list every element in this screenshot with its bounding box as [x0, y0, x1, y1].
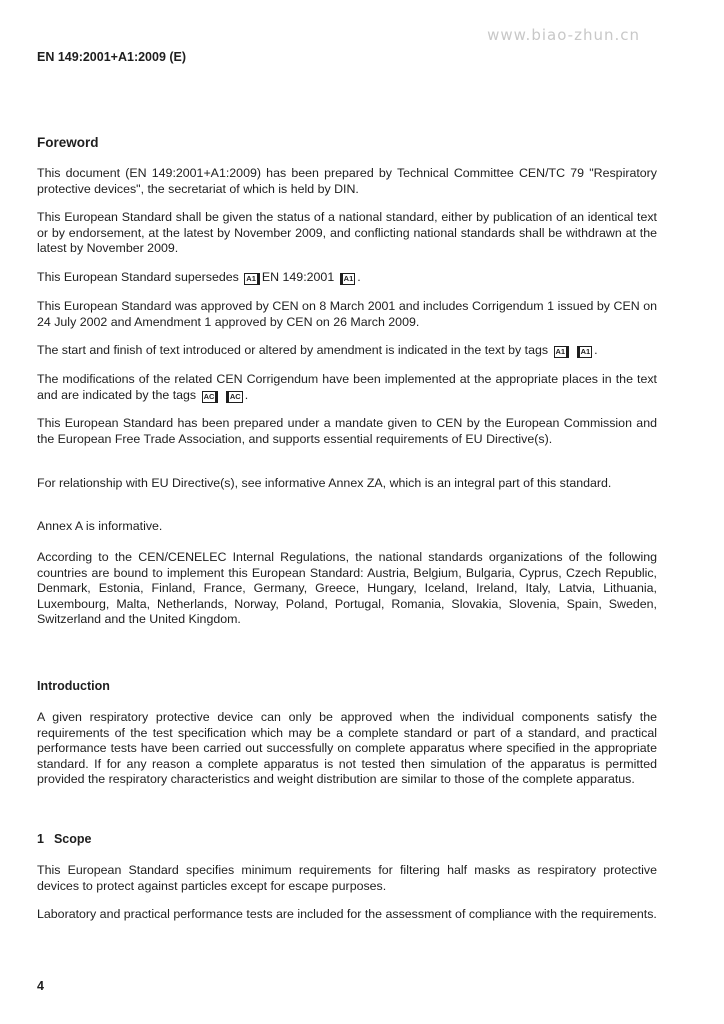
- foreword-paragraph-4: This European Standard was approved by CEN on 8 March 2001 and includes Corrigendum 1 issued by CEN on 24 July 2002 and Amendment 1 approved by CEN on 26 March 2009.: [37, 299, 657, 329]
- amendment-start-tag: A1: [244, 273, 260, 285]
- foreword-paragraph-8: For relationship with EU Directive(s), see informative Annex ZA, which is an integral part of this standard.: [37, 476, 612, 490]
- scope-title: Scope: [53, 832, 92, 846]
- superseded-reference: EN 149:2001: [261, 270, 335, 284]
- watermark: www.biao-zhun.cn: [487, 26, 640, 44]
- introduction-heading: Introduction: [37, 679, 110, 693]
- corrigendum-start-tag: AC: [202, 391, 219, 403]
- supersedes-text: This European Standard supersedes: [37, 270, 239, 284]
- foreword-paragraph-1: This document (EN 149:2001+A1:2009) has been prepared by Technical Committee CEN/TC 79 "Respiratory protective devices", the secretariat of which is held by DIN.: [37, 166, 657, 196]
- foreword-paragraph-3: This European Standard supersedes A1 EN 149:2001 A1 .: [37, 270, 361, 284]
- document-identifier: EN 149:2001+A1:2009 (E): [37, 50, 187, 64]
- scope-heading: [37, 832, 91, 846]
- foreword-paragraph-9: Annex A is informative.: [37, 519, 163, 533]
- page-number: 4: [37, 979, 44, 993]
- amendment-end-tag: A1: [577, 346, 593, 358]
- amendment-tags-text: The start and finish of text introduced or altered by amendment is indicated in the text by tags: [37, 343, 549, 357]
- scope-number: 1: [37, 832, 44, 846]
- amendment-end-tag: A1: [340, 273, 356, 285]
- corrigendum-end-tag: AC: [226, 391, 243, 403]
- scope-paragraph-2: Laboratory and practical performance tests are included for the assessment of compliance with the requirements.: [37, 907, 657, 921]
- corrigendum-tags-text: The modifications of the related CEN Corrigendum have been implemented at the appropriate places in the text and are indicated by the tags: [37, 372, 657, 402]
- scope-paragraph-1: This European Standard specifies minimum requirements for filtering half masks as respiratory protective devices to protect against particles except for escape purposes.: [37, 863, 657, 893]
- foreword-paragraph-6: The modifications of the related CEN Corrigendum have been implemented at the appropriate places in the text and are indicated by the tags AC AC .: [37, 372, 657, 402]
- introduction-paragraph: A given respiratory protective device can only be approved when the individual components satisfy the requirements of the test specification which may be a complete standard or part of a standard, and practical performance tests have been carried out successfully on complete apparatus where specified in the appropriate standard. If for any reason a complete apparatus is not tested then simulation of the apparatus is permitted provided the respiratory characteristics and weight distribution are similar to those of the complete apparatus.: [37, 710, 657, 787]
- foreword-paragraph-7: This European Standard has been prepared under a mandate given to CEN by the European Commission and the European Free Trade Association, and supports essential requirements of EU Directive(s).: [37, 416, 657, 446]
- foreword-paragraph-5: The start and finish of text introduced or altered by amendment is indicated in the text by tags A1 A1 .: [37, 343, 598, 357]
- amendment-start-tag: A1: [554, 346, 570, 358]
- foreword-paragraph-2: This European Standard shall be given the status of a national standard, either by publication of an identical text or by endorsement, at the latest by November 2009, and conflicting national standards shall be withdrawn at the latest by November 2009.: [37, 210, 657, 256]
- foreword-paragraph-10: According to the CEN/CENELEC Internal Regulations, the national standards organizations of the following countries are bound to implement this European Standard: Austria, Belgium, Bulgaria, Cyprus, Czech Republic, Denmark, Estonia, Finland, France, Germany, Greece, Hungary, Iceland, Ireland, Italy, Latvia, Lithuania, Luxembourg, Malta, Netherlands, Norway, Poland, Portugal, Romania, Slovakia, Slovenia, Spain, Sweden, Switzerland and the United Kingdom.: [37, 550, 657, 627]
- foreword-heading: Foreword: [37, 135, 99, 150]
